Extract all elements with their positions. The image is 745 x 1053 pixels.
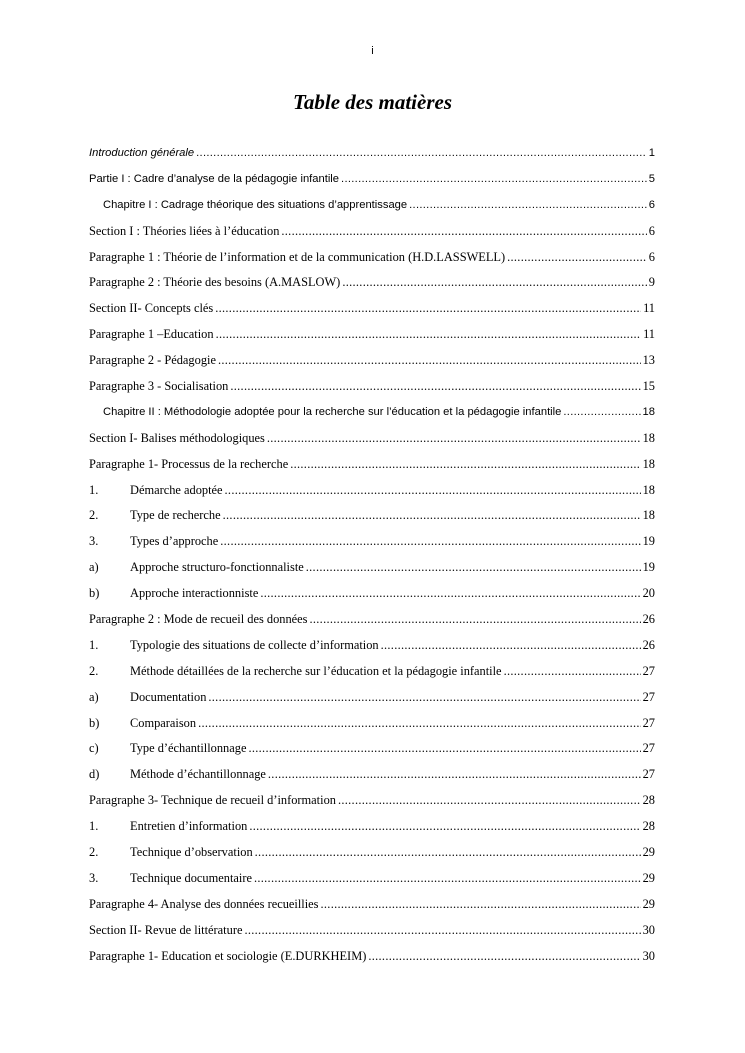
toc-entry[interactable]: [89, 866, 655, 892]
dot-leader: [230, 374, 640, 400]
toc-entry-label: Chapitre II : Méthodologie adoptée pour la recherche sur l’éducation et la pédagogie infantile: [103, 405, 562, 418]
dot-leader: [342, 270, 646, 296]
toc-entry-number: c): [89, 741, 99, 756]
toc-entry[interactable]: [89, 167, 655, 193]
toc-entry-label: Types d’approche: [130, 534, 219, 549]
toc-entry-page: 30: [642, 922, 655, 937]
toc-entry-page: 18: [642, 430, 655, 445]
toc-entry-number: 2.: [89, 845, 99, 860]
toc-entry-label: Démarche adoptée: [130, 482, 223, 497]
toc-entry-page: 26: [642, 637, 655, 652]
toc-entry-page: 27: [642, 689, 655, 704]
dot-leader: [260, 581, 640, 607]
toc-entry[interactable]: [89, 374, 655, 400]
toc-entry-page: 20: [642, 586, 655, 601]
toc-entry-page: 27: [642, 715, 655, 730]
toc-entry-page: 11: [643, 301, 655, 316]
toc-entry-page: 29: [642, 870, 655, 885]
toc-entry-number: 3.: [89, 534, 99, 549]
toc-entry-number: b): [89, 586, 100, 601]
toc-entry[interactable]: [89, 736, 655, 762]
toc-entry-label: Type d’échantillonnage: [130, 741, 247, 756]
dot-leader: [216, 322, 642, 348]
toc-entry[interactable]: [89, 918, 655, 944]
dot-leader: [249, 814, 640, 840]
toc-entry-label: Technique documentaire: [130, 870, 252, 885]
dot-leader: [244, 918, 640, 944]
dot-leader: [196, 141, 647, 167]
dot-leader: [290, 452, 640, 478]
dot-leader: [248, 736, 640, 762]
toc-entry-page: 5: [648, 172, 655, 185]
toc-entry[interactable]: [89, 840, 655, 866]
toc-entry[interactable]: [89, 141, 655, 167]
toc-entry-label: Paragraphe 1 –Education: [89, 327, 214, 342]
dot-leader: [220, 529, 640, 555]
dot-leader: [215, 296, 641, 322]
dot-leader: [255, 840, 641, 866]
toc-entry-number: a): [89, 560, 99, 575]
toc-entry-page: 18: [642, 482, 655, 497]
toc-entry-label: Paragraphe 2 : Mode de recueil des données: [89, 612, 308, 627]
toc-entry[interactable]: [89, 711, 655, 737]
toc-entry[interactable]: [89, 607, 655, 633]
dot-leader: [223, 503, 641, 529]
toc-entry-label: Approche structuro-fonctionnaliste: [130, 560, 304, 575]
dot-leader: [225, 478, 641, 504]
toc-entry-number: d): [89, 767, 100, 782]
toc-entry-label: Paragraphe 1- Processus de la recherche: [89, 456, 289, 471]
toc-entry-number: 2.: [89, 508, 99, 523]
dot-leader: [268, 762, 641, 788]
toc-entry[interactable]: [89, 529, 655, 555]
dot-leader: [321, 892, 641, 918]
toc-entry[interactable]: [89, 944, 655, 970]
toc-entry-page: 9: [648, 275, 655, 290]
toc-entry-label: Type de recherche: [130, 508, 221, 523]
toc-entry[interactable]: [89, 270, 655, 296]
toc-entry-number: 1.: [89, 819, 99, 834]
toc-entry[interactable]: [89, 245, 655, 271]
toc-entry[interactable]: [89, 426, 655, 452]
toc-entry-label: Approche interactionniste: [130, 586, 259, 601]
toc-entry-page: 29: [642, 845, 655, 860]
toc-entry-page: 18: [642, 508, 655, 523]
dot-leader: [267, 426, 641, 452]
toc-entry-label: Section I : Théories liées à l’éducation: [89, 223, 280, 238]
toc-entry-label: Paragraphe 1 : Théorie de l’information et de la communication (H.D.LASSWELL): [89, 249, 506, 264]
toc-entry-label: Technique d’observation: [130, 845, 253, 860]
toc-entry[interactable]: [89, 400, 655, 426]
dot-leader: [504, 659, 641, 685]
toc-entry[interactable]: [89, 762, 655, 788]
toc-entry-number: 3.: [89, 870, 99, 885]
toc-entry-page: 27: [642, 767, 655, 782]
toc-entry[interactable]: [89, 348, 655, 374]
toc-title: Table des matières: [292, 90, 453, 114]
table-of-contents: [89, 141, 655, 970]
toc-entry-page: 6: [648, 198, 655, 211]
dot-leader: [507, 245, 647, 271]
toc-entry[interactable]: [89, 503, 655, 529]
toc-entry-label: Section II- Revue de littérature: [89, 922, 243, 937]
toc-entry[interactable]: [89, 685, 655, 711]
page-number: i: [371, 45, 374, 57]
toc-entry[interactable]: [89, 322, 655, 348]
toc-entry-label: Comparaison: [130, 715, 197, 730]
toc-entry-label: Partie I : Cadre d’analyse de la pédagogie infantile: [89, 172, 340, 185]
toc-entry-page: 26: [642, 612, 655, 627]
toc-entry-label: Section II- Concepts clés: [89, 301, 214, 316]
toc-entry-page: 30: [642, 948, 655, 963]
toc-entry-number: 2.: [89, 663, 99, 678]
toc-entry-label: Paragraphe 4- Analyse des données recueillies: [89, 896, 319, 911]
toc-entry-label: Section I- Balises méthodologiques: [89, 430, 265, 445]
toc-entry-page: 15: [642, 379, 655, 394]
toc-entry[interactable]: [89, 219, 655, 245]
toc-entry-number: 1.: [89, 637, 99, 652]
dot-leader: [338, 788, 641, 814]
dot-leader: [309, 607, 640, 633]
toc-entry-page: 6: [648, 223, 655, 238]
dot-leader: [218, 348, 641, 374]
toc-entry[interactable]: [89, 296, 655, 322]
toc-entry[interactable]: [89, 788, 655, 814]
dot-leader: [198, 711, 641, 737]
toc-entry[interactable]: [89, 555, 655, 581]
toc-entry-label: Documentation: [130, 689, 207, 704]
toc-entry-label: Paragraphe 2 : Théorie des besoins (A.MASLOW): [89, 275, 341, 290]
dot-leader: [254, 866, 641, 892]
toc-entry-page: 28: [642, 793, 655, 808]
toc-entry-label: Typologie des situations de collecte d’information: [130, 637, 379, 652]
toc-entry-page: 6: [648, 249, 655, 264]
dot-leader: [281, 219, 646, 245]
toc-entry-number: a): [89, 689, 99, 704]
toc-entry[interactable]: [89, 892, 655, 918]
toc-entry-page: 18: [642, 405, 655, 418]
toc-entry[interactable]: [89, 452, 655, 478]
dot-leader: [409, 193, 647, 219]
toc-entry-page: 29: [642, 896, 655, 911]
toc-entry-page: 19: [642, 534, 655, 549]
toc-entry-label: Paragraphe 3 - Socialisation: [89, 379, 229, 394]
toc-entry-label: Méthode détaillées de la recherche sur l’éducation et la pédagogie infantile: [130, 663, 502, 678]
toc-entry-page: 28: [642, 819, 655, 834]
toc-entry-label: Paragraphe 2 - Pédagogie: [89, 353, 216, 368]
toc-entry-number: b): [89, 715, 100, 730]
toc-entry-number: 1.: [89, 482, 99, 497]
dot-leader: [368, 944, 640, 970]
toc-entry[interactable]: [89, 581, 655, 607]
toc-entry-page: 27: [642, 663, 655, 678]
toc-entry-label: Méthode d’échantillonnage: [130, 767, 266, 782]
toc-entry-page: 18: [642, 456, 655, 471]
toc-entry-label: Chapitre I : Cadrage théorique des situations d’apprentissage: [103, 198, 408, 211]
toc-entry-page: 13: [642, 353, 655, 368]
toc-entry-page: 19: [642, 560, 655, 575]
toc-entry-label: Introduction générale: [89, 147, 195, 159]
toc-entry-label: Entretien d’information: [130, 819, 248, 834]
toc-entry[interactable]: [89, 193, 655, 219]
toc-entry[interactable]: [89, 633, 655, 659]
toc-entry-page: 27: [642, 741, 655, 756]
toc-entry[interactable]: [89, 659, 655, 685]
dot-leader: [341, 167, 647, 193]
toc-entry-label: Paragraphe 3- Technique de recueil d’information: [89, 793, 336, 808]
dot-leader: [381, 633, 641, 659]
dot-leader: [306, 555, 641, 581]
toc-entry[interactable]: [89, 478, 655, 504]
toc-entry-page: 11: [643, 327, 655, 342]
toc-entry-page: 1: [648, 147, 655, 159]
dot-leader: [208, 685, 640, 711]
toc-entry-label: Paragraphe 1- Education et sociologie (E.DURKHEIM): [89, 948, 367, 963]
dot-leader: [563, 400, 640, 426]
toc-entry[interactable]: [89, 814, 655, 840]
